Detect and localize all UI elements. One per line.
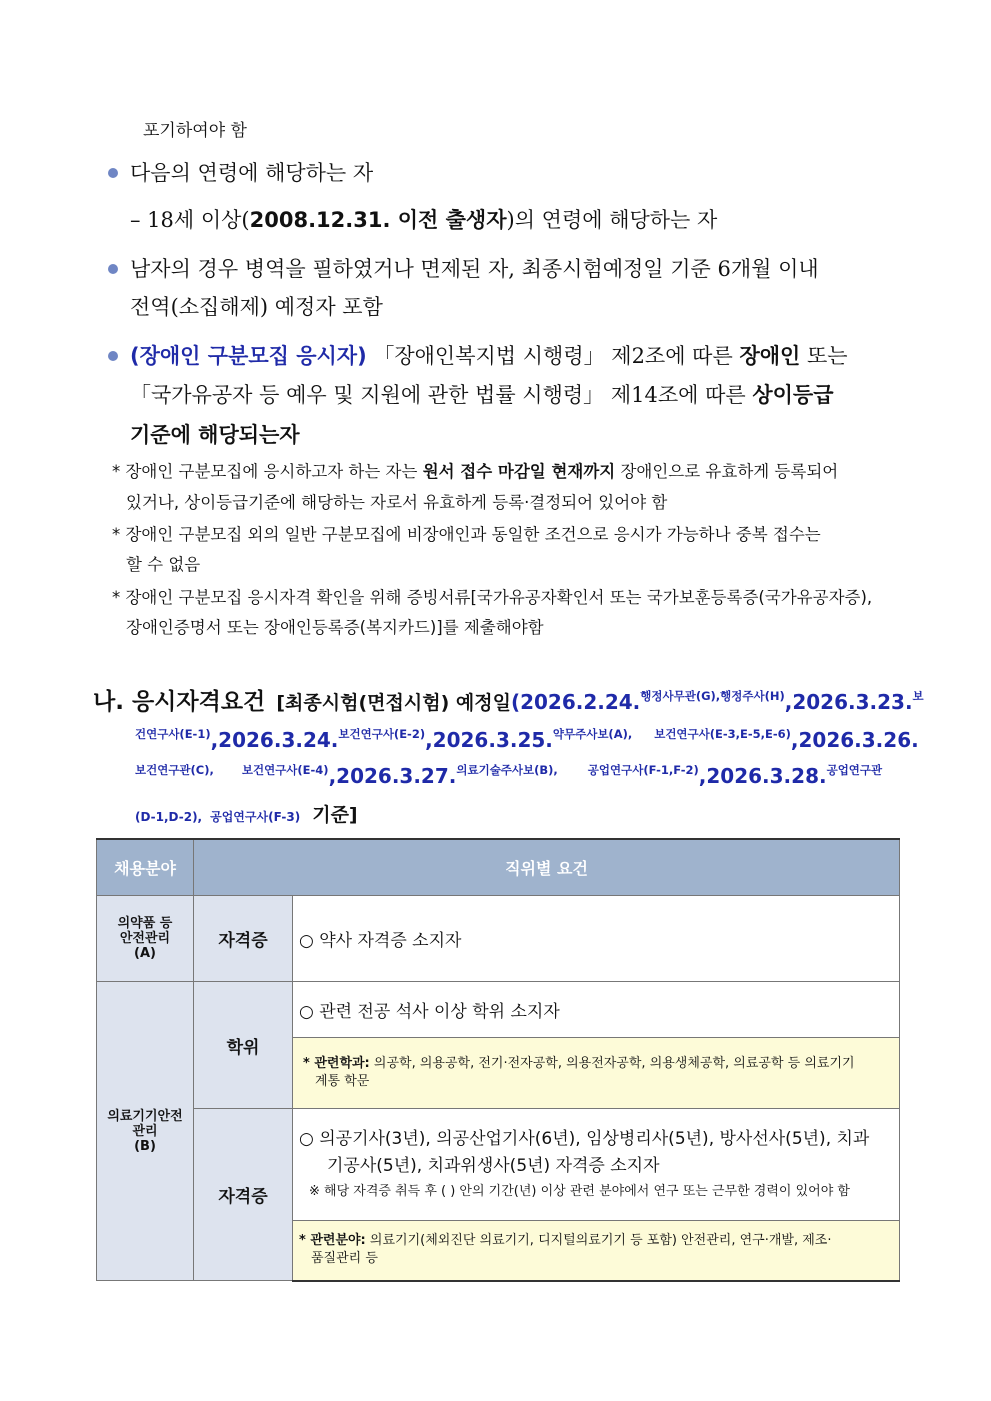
section-heading-line4 bbox=[135, 800, 358, 827]
section-end: 기준] bbox=[312, 804, 358, 826]
note-label: * 관련분야: bbox=[299, 1233, 366, 1249]
note-label: * 관련학과: bbox=[303, 1056, 370, 1071]
note-line: * 장애인 구분모집 응시자격 확인을 위해 증빙서류[국가유공자확인서 또는 국가보훈등록증(국가유공자증), bbox=[112, 588, 873, 607]
bullet-text: 남자의 경우 병역을 필하였거나 면제된 자, 최종시험예정일 기준 6개월 이내 bbox=[130, 257, 819, 281]
date-sup: 보건연구관(C), bbox=[135, 763, 214, 777]
text-span: 장애인으로 유효하게 등록되어 bbox=[615, 462, 839, 481]
date-sup: 공업연구사(F-3) bbox=[210, 810, 301, 824]
cert-note: ※ 해당 자격증 취득 후 ( ) 안의 기간(년) 이상 관련 분야에서 연구 또는 근무한 경력이 있어야 함 bbox=[309, 1183, 850, 1199]
date-sup: 공업연구관 bbox=[826, 763, 883, 777]
bullet-icon bbox=[108, 168, 118, 178]
requirements-table bbox=[96, 838, 900, 1282]
field-line: 관리 bbox=[132, 1123, 158, 1139]
note-text: 의공학, 의용공학, 전기·전자공학, 의용전자공학, 의용생체공학, 의료공학 등 의료기기 bbox=[369, 1056, 855, 1071]
note-line bbox=[112, 458, 838, 482]
date-text: ,2026.3.27. bbox=[328, 764, 457, 788]
date-text: ,2026.3.24. bbox=[210, 728, 339, 752]
field-cell-b bbox=[97, 982, 194, 1281]
bold-span: 원서 접수 마감일 현재까지 bbox=[422, 462, 616, 481]
content-cell-degree: ○ 관련 전공 석사 이상 학위 소지자 bbox=[293, 982, 900, 1038]
table-header-requirements: 직위별 요건 bbox=[194, 839, 900, 896]
note-line: 장애인증명서 또는 장애인등록증(복지카드)]를 제출해야함 bbox=[126, 618, 544, 637]
table-header-field: 채용분야 bbox=[97, 839, 194, 896]
date-sup: 보건연구사(E-2) bbox=[338, 727, 426, 741]
cert-line: ○ 의공기사(3년), 의공산업기사(6년), 임상병리사(5년), 방사선사(5년), 치과 bbox=[299, 1128, 870, 1149]
section-heading bbox=[93, 683, 924, 716]
content-cell-a: ○ 약사 자격증 소지자 bbox=[293, 896, 900, 982]
date-sup: (D-1,D-2), bbox=[135, 810, 203, 824]
date-sup: 보건연구사(E-3,E-5,E-6) bbox=[654, 727, 791, 741]
date-text: (2026.2.24. bbox=[510, 690, 641, 714]
age-detail bbox=[130, 204, 717, 234]
bold-span: 상이등급 bbox=[752, 383, 834, 407]
text-span: * 장애인 구분모집에 응시하고자 하는 자는 bbox=[112, 462, 423, 481]
date-sup: 공업연구사(F-1,F-2) bbox=[587, 763, 699, 777]
note-text: 의료기기(체외진단 의료기기, 디지털의료기기 등 포함) 안전관리, 연구·개발, 제조· bbox=[365, 1233, 832, 1249]
section-bracket: [최종시험(면접시험) 예정일 bbox=[276, 692, 511, 714]
sub-cell-cert-a: 자격증 bbox=[194, 896, 293, 982]
section-title: 나. 응시자격요건 bbox=[93, 689, 266, 715]
text-line: 포기하여야 함 bbox=[143, 121, 247, 141]
field-cell-a bbox=[97, 896, 194, 982]
text-span: 「장애인복지법 시행령」 제2조에 따른 bbox=[366, 344, 740, 368]
field-line: (A) bbox=[134, 946, 156, 961]
bullet-item-age bbox=[108, 157, 373, 187]
date-sup: 행정사무관(G),행정주사(H) bbox=[640, 689, 785, 703]
section-heading-line3 bbox=[135, 762, 882, 788]
bullet-icon bbox=[108, 351, 118, 361]
note-cell-degree bbox=[293, 1038, 900, 1109]
text-line: 전역(소집해제) 예정자 포함 bbox=[130, 295, 383, 319]
disabled-label: (장애인 구분모집 응시자) bbox=[130, 344, 367, 368]
sub-cell-degree-b: 학위 bbox=[194, 982, 293, 1109]
note-text: 계통 학문 bbox=[315, 1074, 370, 1089]
date-text: ,2026.3.28. bbox=[698, 764, 827, 788]
bullet-item-disabled bbox=[108, 340, 848, 370]
date-sup: 건연구사(E-1) bbox=[135, 727, 211, 741]
text-line: 기준에 해당되는자 bbox=[130, 423, 300, 447]
bullet-text: 다음의 연령에 해당하는 자 bbox=[130, 161, 374, 185]
bullet-icon bbox=[108, 264, 118, 274]
date-sup: 약무주사보(A), bbox=[552, 727, 633, 741]
date-sup: 보건연구사(E-4) bbox=[241, 763, 329, 777]
age-detail-bold: 2008.12.31. 이전 출생자 bbox=[249, 208, 507, 232]
note-line: 할 수 없음 bbox=[126, 555, 201, 574]
section-heading-line2 bbox=[135, 726, 919, 752]
note-text: 품질관리 등 bbox=[311, 1251, 378, 1267]
note-cell-cert bbox=[293, 1221, 900, 1281]
note-line: 있거나, 상이등급기준에 해당하는 자로서 유효하게 등록·결정되어 있어야 함 bbox=[126, 493, 668, 512]
field-line: 의료기기안전 bbox=[107, 1108, 183, 1124]
date-text: ,2026.3.25. bbox=[425, 728, 553, 752]
note-line: * 장애인 구분모집 외의 일반 구분모집에 비장애인과 동일한 조건으로 응시가 가능하나 중복 접수는 bbox=[112, 525, 821, 544]
date-text: ,2026.3.23. bbox=[784, 690, 913, 714]
field-line: (B) bbox=[134, 1138, 156, 1154]
age-detail-c: )의 연령에 해당하는 자 bbox=[506, 208, 718, 232]
sub-cell-cert-b: 자격증 bbox=[194, 1109, 293, 1281]
date-sup: 의료기술주사보(B), bbox=[456, 763, 558, 777]
date-text: ,2026.3.26. bbox=[790, 728, 919, 752]
bullet-item-military bbox=[108, 253, 819, 283]
text-span: 「국가유공자 등 예우 및 지원에 관한 법률 시행령」 제14조에 따른 bbox=[130, 383, 753, 407]
field-line: 안전관리 bbox=[119, 931, 171, 946]
field-line: 의약품 등 bbox=[117, 916, 173, 931]
age-detail-a: – 18세 이상( bbox=[130, 208, 250, 232]
content-cell-cert bbox=[293, 1109, 900, 1221]
text-span: 또는 bbox=[800, 344, 848, 368]
cert-line: 기공사(5년), 치과위생사(5년) 자격증 소지자 bbox=[327, 1155, 660, 1176]
text-line bbox=[130, 379, 834, 409]
bold-span: 장애인 bbox=[739, 344, 801, 368]
date-sup: 보 bbox=[912, 689, 924, 703]
